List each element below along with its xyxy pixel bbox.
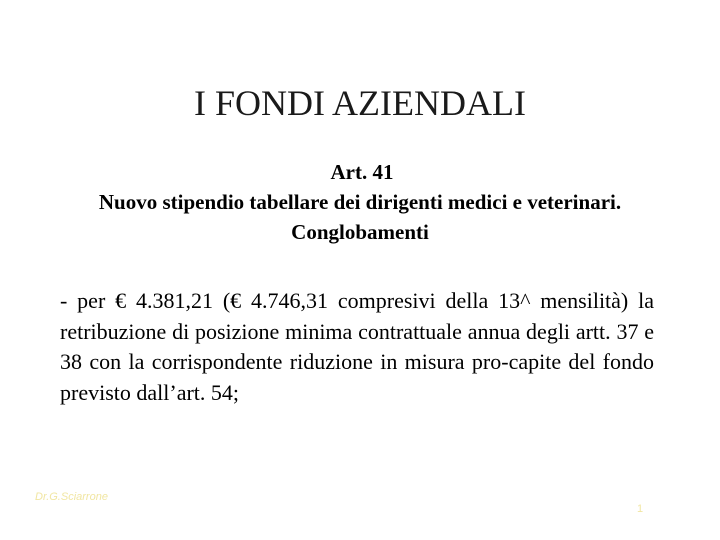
article-body-text: - per € 4.381,21 (€ 4.746,31 compresivi della 13^ mensilità) la retribuzione di posizione minima contrattuale annua degli artt. 37 e 38 con la corrispondente riduzione in misura pro-capite del fondo previsto dall’art. 54; (60, 288, 654, 405)
article-heading: Nuovo stipendio tabellare dei dirigenti medici e veterinari. Conglobamenti (98, 190, 622, 244)
footer-author: Dr.G.Sciarrone (35, 491, 108, 503)
slide-title: I FONDI AZIENDALI (194, 83, 526, 124)
article-header (60, 157, 660, 247)
page-number: 1 (637, 503, 644, 515)
article-number: Art. 41 (330, 160, 394, 184)
